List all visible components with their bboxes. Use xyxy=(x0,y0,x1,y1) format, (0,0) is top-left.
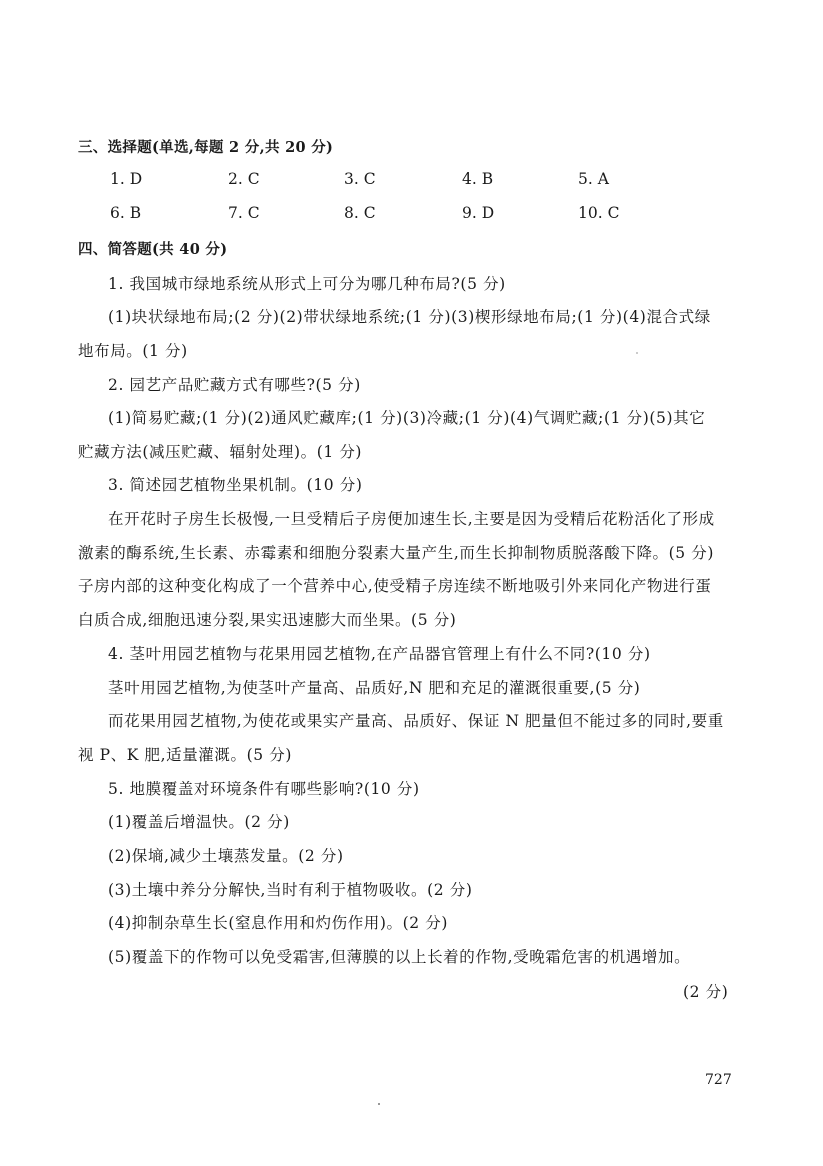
section3-heading: 三、选择题(单选,每题 2 分,共 20 分) xyxy=(78,139,334,156)
question-4: 4. 茎叶用园艺植物与花果用园艺植物,在产品器官管理上有什么不同?(10 分) xyxy=(108,645,651,663)
answer-text-line: 白质合成,细胞迅速分裂,果实迅速膨大而坐果。(5 分) xyxy=(78,611,457,629)
answer-4: 4. B xyxy=(462,170,494,188)
answer-9: 9. D xyxy=(462,204,495,222)
answer-3: 3. C xyxy=(344,170,376,188)
answer-text-line: 而花果用园艺植物,为使花或果实产量高、品质好、保证 N 肥量但不能过多的同时,要重 xyxy=(108,712,724,730)
question-3: 3. 简述园艺植物坐果机制。(10 分) xyxy=(108,476,363,494)
answer-2: 2. C xyxy=(228,170,260,188)
answer-7: 7. C xyxy=(228,204,260,222)
answer-1: 1. D xyxy=(110,170,143,188)
scan-speck xyxy=(378,1103,380,1105)
answer-5: 5. A xyxy=(578,170,609,188)
question-1: 1. 我国城市绿地系统从形式上可分为哪几种布局?(5 分) xyxy=(108,275,506,293)
answer-text-line: (4)抑制杂草生长(窒息作用和灼伤作用)。(2 分) xyxy=(108,914,449,932)
answer-text-line: 茎叶用园艺植物,为使茎叶产量高、品质好,N 肥和充足的灌溉很重要,(5 分) xyxy=(108,679,641,697)
section4-heading: 四、简答题(共 40 分) xyxy=(78,241,228,258)
answer-text-line: (1)覆盖后增温快。(2 分) xyxy=(108,813,290,831)
answer-text-line: (3)土壤中养分分解快,当时有利于植物吸收。(2 分) xyxy=(108,881,473,899)
answer-text-line: (2)保墒,减少土壤蒸发量。(2 分) xyxy=(108,847,344,865)
page-number: 727 xyxy=(705,1072,732,1088)
answer-text-line: (2 分) xyxy=(683,983,729,1001)
answer-text-line: 在开花时子房生长极慢,一旦受精后子房便加速生长,主要是因为受精后花粉活化了形成 xyxy=(108,510,715,528)
answer-text-line: 贮藏方法(减压贮藏、辐射处理)。(1 分) xyxy=(78,443,363,461)
answer-text-line: 地布局。(1 分) xyxy=(78,342,188,360)
answer-text-line: (1)简易贮藏;(1 分)(2)通风贮藏库;(1 分)(3)冷藏;(1 分)(4)气调贮藏;(1 分)(5)其它 xyxy=(108,409,706,427)
question-5: 5. 地膜覆盖对环境条件有哪些影响?(10 分) xyxy=(108,780,420,798)
answer-8: 8. C xyxy=(344,204,376,222)
answer-6: 6. B xyxy=(110,204,142,222)
scan-speck xyxy=(636,352,638,354)
answer-text-line: (1)块状绿地布局;(2 分)(2)带状绿地系统;(1 分)(3)楔形绿地布局;(1 分)(4)混合式绿 xyxy=(108,308,711,326)
answer-text-line: 视 P、K 肥,适量灌溉。(5 分) xyxy=(78,746,292,764)
answer-text-line: 激素的酶系统,生长素、赤霉素和细胞分裂素大量产生,而生长抑制物质脱落酸下降。(5 分) xyxy=(78,544,715,562)
question-2: 2. 园艺产品贮藏方式有哪些?(5 分) xyxy=(108,376,361,394)
answer-text-line: (5)覆盖下的作物可以免受霜害,但薄膜的以上长着的作物,受晚霜危害的机遇增加。 xyxy=(108,948,691,966)
answer-10: 10. C xyxy=(578,204,620,222)
answer-text-line: 子房内部的这种变化构成了一个营养中心,使受精子房连续不断地吸引外来同化产物进行蛋 xyxy=(78,577,712,595)
